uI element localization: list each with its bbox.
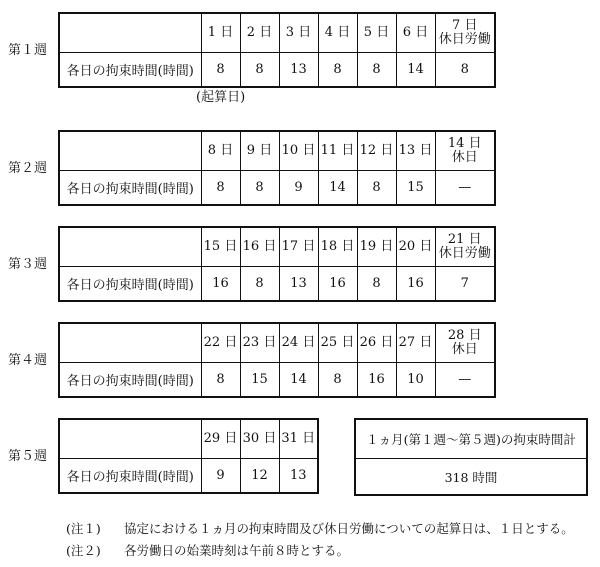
day-header — [279, 323, 318, 363]
hours-cell: 12 — [240, 459, 279, 494]
hours-cell: 8 — [357, 171, 396, 206]
hours-cell: 8 — [318, 53, 357, 88]
day-number: 9 日 — [246, 143, 273, 158]
day-header — [240, 227, 279, 267]
week-label-3: 第３週 — [8, 257, 48, 272]
day-number: 29 日 — [203, 431, 238, 446]
day-header — [318, 323, 357, 363]
hours-cell: 8 — [201, 171, 240, 206]
day-number: 20 日 — [398, 239, 433, 254]
day-header — [240, 131, 279, 171]
day-number: 1 日 — [207, 25, 234, 40]
day-number: 16 日 — [242, 239, 277, 254]
kisan-label: (起算日) — [196, 90, 246, 105]
day-number: 31 日 — [281, 431, 316, 446]
corner-cell — [59, 419, 201, 459]
day-header — [201, 323, 240, 363]
day-number: 2 日 — [246, 25, 273, 40]
week-label-5: 第５週 — [8, 449, 48, 464]
hours-cell: 13 — [279, 53, 318, 88]
day-header — [279, 13, 318, 53]
hours-cell: 15 — [396, 171, 435, 206]
hours-cell: 15 — [240, 363, 279, 398]
week-label-2: 第２週 — [8, 161, 48, 176]
hours-cell: 10 — [396, 363, 435, 398]
day-note: 休日 — [451, 150, 478, 165]
hours-cell: 14 — [396, 53, 435, 88]
day-header — [279, 227, 318, 267]
day-header — [435, 227, 495, 267]
day-header — [396, 227, 435, 267]
day-header — [201, 13, 240, 53]
hours-cell: 8 — [240, 267, 279, 302]
note-2 — [66, 541, 349, 559]
day-number: 13 日 — [398, 143, 433, 158]
corner-cell — [59, 131, 201, 171]
day-number: 23 日 — [242, 335, 277, 350]
hours-cell: 8 — [435, 53, 495, 88]
day-header — [357, 131, 396, 171]
corner-cell — [59, 13, 201, 53]
day-header — [318, 13, 357, 53]
row-label: 各日の拘束時間(時間) — [59, 171, 201, 206]
day-header — [396, 323, 435, 363]
day-number: 19 日 — [359, 239, 394, 254]
day-header — [357, 323, 396, 363]
note-2-text: 各労働日の始業時刻は午前８時とする。 — [124, 543, 350, 558]
day-note: 休日 — [451, 342, 478, 357]
note-2-tag: (注２) — [66, 543, 101, 558]
day-header — [357, 13, 396, 53]
hours-cell: 16 — [396, 267, 435, 302]
hours-cell: 8 — [240, 53, 279, 88]
row-label: 各日の拘束時間(時間) — [59, 459, 201, 494]
hours-cell: — — [435, 171, 495, 206]
day-header — [240, 13, 279, 53]
day-number: 26 日 — [359, 335, 394, 350]
day-header — [279, 419, 318, 459]
hours-cell: 9 — [201, 459, 240, 494]
day-header — [435, 131, 495, 171]
note-1-text: 協定における１ヵ月の拘束時間及び休日労働についての起算日は、１日とする。 — [124, 521, 574, 536]
day-number: 21 日 — [447, 232, 482, 247]
day-note: 休日労働 — [438, 32, 491, 47]
hours-cell: 8 — [357, 53, 396, 88]
day-header — [435, 13, 495, 53]
week-table-1 — [58, 12, 496, 88]
day-header — [396, 13, 435, 53]
day-number: 27 日 — [398, 335, 433, 350]
day-number: 22 日 — [203, 335, 238, 350]
hours-cell: 16 — [201, 267, 240, 302]
hours-cell: 8 — [201, 53, 240, 88]
day-number: 11 日 — [320, 143, 355, 158]
day-number: 28 日 — [447, 328, 482, 343]
day-header — [240, 419, 279, 459]
hours-cell: 14 — [318, 171, 357, 206]
hours-cell: 8 — [318, 363, 357, 398]
day-number: 3 日 — [285, 25, 312, 40]
hours-cell: 9 — [279, 171, 318, 206]
day-number: 12 日 — [359, 143, 394, 158]
day-header — [201, 227, 240, 267]
week-label-1: 第１週 — [8, 43, 48, 58]
day-header — [240, 323, 279, 363]
day-header — [201, 131, 240, 171]
day-header — [279, 131, 318, 171]
day-number: 18 日 — [320, 239, 355, 254]
day-header — [435, 323, 495, 363]
day-header — [357, 227, 396, 267]
hours-cell: 8 — [240, 171, 279, 206]
day-number: 8 日 — [207, 143, 234, 158]
hours-cell: 13 — [279, 459, 318, 494]
day-header — [318, 227, 357, 267]
hours-cell: 8 — [357, 267, 396, 302]
day-number: 14 日 — [447, 136, 482, 151]
corner-cell — [59, 323, 201, 363]
hours-cell: 8 — [201, 363, 240, 398]
week-table-3 — [58, 226, 496, 302]
week-table-4 — [58, 322, 496, 398]
day-header — [396, 131, 435, 171]
day-header — [201, 419, 240, 459]
day-number: 5 日 — [363, 25, 390, 40]
row-label: 各日の拘束時間(時間) — [59, 53, 201, 88]
day-header — [318, 131, 357, 171]
day-number: 24 日 — [281, 335, 316, 350]
hours-cell: 16 — [357, 363, 396, 398]
week-label-4: 第４週 — [8, 353, 48, 368]
day-number: 6 日 — [402, 25, 429, 40]
hours-cell: 13 — [279, 267, 318, 302]
note-1 — [66, 519, 574, 537]
monthly-total-value: 318 時間 — [355, 459, 587, 496]
row-label: 各日の拘束時間(時間) — [59, 363, 201, 398]
day-number: 17 日 — [281, 239, 316, 254]
week-table-5 — [58, 418, 319, 494]
day-number: 25 日 — [320, 335, 355, 350]
day-number: 15 日 — [203, 239, 238, 254]
hours-cell: 7 — [435, 267, 495, 302]
week-table-2 — [58, 130, 496, 206]
day-number: 10 日 — [281, 143, 316, 158]
day-note: 休日労働 — [438, 246, 491, 261]
day-number: 7 日 — [452, 18, 478, 33]
note-1-tag: (注１) — [66, 521, 101, 536]
hours-cell: 16 — [318, 267, 357, 302]
row-label: 各日の拘束時間(時間) — [59, 267, 201, 302]
hours-cell: 14 — [279, 363, 318, 398]
hours-cell: — — [435, 363, 495, 398]
corner-cell — [59, 227, 201, 267]
monthly-total-table — [354, 418, 588, 496]
day-number: 30 日 — [242, 431, 277, 446]
day-number: 4 日 — [324, 25, 351, 40]
monthly-total-header: １ヵ月(第１週〜第５週)の拘束時間計 — [355, 419, 587, 459]
